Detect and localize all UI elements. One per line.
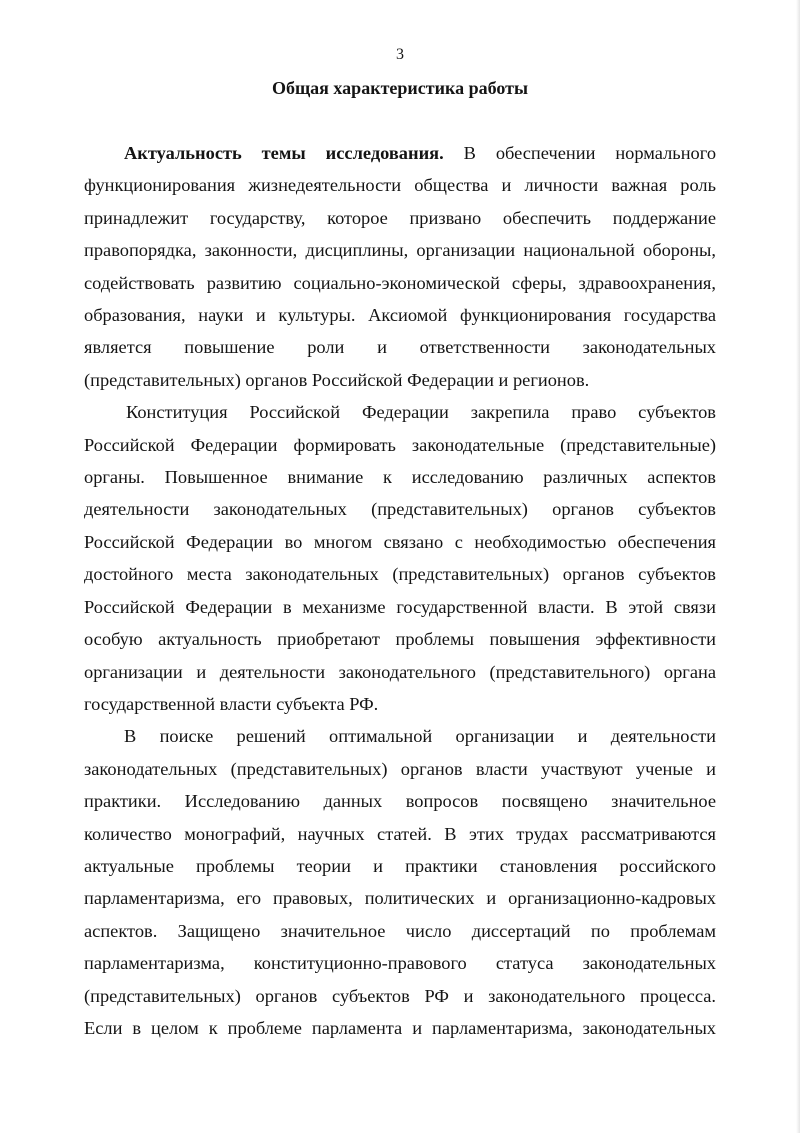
text-line: Российской Федерации в механизме государственной власти. В этой связи (84, 596, 716, 617)
text-line: Актуальность темы исследования. В обеспечении нормального (124, 143, 717, 163)
text-line: практики. Исследованию данных вопросов посвящено значительное (84, 791, 716, 812)
text-line: органы. Повышенное внимание к исследованию различных аспектов (84, 467, 716, 488)
text-line: образования, науки и культуры. Аксиомой функционирования государства (84, 305, 716, 326)
text-line: государственной власти субъекта РФ. (84, 693, 379, 714)
text-line: аспектов. Защищено значительное число диссертаций по проблемам (84, 920, 716, 941)
text-line: парламентаризма, его правовых, политических и организационно-кадровых (84, 888, 716, 909)
paragraph-lead: Актуальность темы исследования. (124, 143, 444, 163)
text-line: принадлежит государству, которое призвано обеспечить поддержание (84, 207, 716, 228)
document-body (84, 137, 716, 1044)
text-line: (представительных) органов Российской Федерации и регионов. (84, 369, 590, 390)
text-line: деятельности законодательных (представительных) органов субъектов (84, 499, 716, 520)
section-title: Общая характеристика работы (271, 78, 529, 98)
page-edge-shadow (796, 0, 800, 1133)
text-line: актуальные проблемы теории и практики становления российского (84, 855, 716, 876)
page-number: 3 (396, 46, 404, 63)
paragraph-constitution (84, 396, 716, 720)
text-line: правопорядка, законности, дисциплины, организации национальной обороны, (84, 240, 716, 261)
paragraph-relevance (84, 137, 716, 396)
text-line: достойного места законодательных (представительных) органов субъектов (84, 564, 716, 585)
text-line: Конституция Российской Федерации закрепила право субъектов (126, 402, 716, 423)
text-line: организации и деятельности законодательного (представительного) органа (84, 661, 716, 682)
text-line: Если в целом к проблеме парламента и парламентаризма, законодательных (84, 1017, 716, 1038)
text-line: В поиске решений оптимальной организации и деятельности (124, 726, 716, 747)
text-line: Российской Федерации во многом связано с необходимостью обеспечения (84, 531, 716, 552)
text-line: функционирования жизнедеятельности общества и личности важная роль (84, 175, 716, 196)
text-line: законодательных (представительных) органов власти участвуют ученые и (84, 758, 716, 779)
text-line: количество монографий, научных статей. В этих трудах рассматриваются (84, 823, 716, 844)
text-line: особую актуальность приобретают проблемы повышения эффективности (84, 629, 716, 650)
text-line: (представительных) органов субъектов РФ и законодательного процесса. (84, 985, 716, 1006)
text-line: содействовать развитию социально-экономической сферы, здравоохранения, (84, 272, 716, 293)
paragraph-research (84, 720, 716, 1044)
text-line: Российской Федерации формировать законодательные (представительные) (84, 434, 716, 455)
text-line: парламентаризма, конституционно-правового статуса законодательных (84, 953, 716, 974)
text-line: является повышение роли и ответственности законодательных (84, 337, 716, 358)
